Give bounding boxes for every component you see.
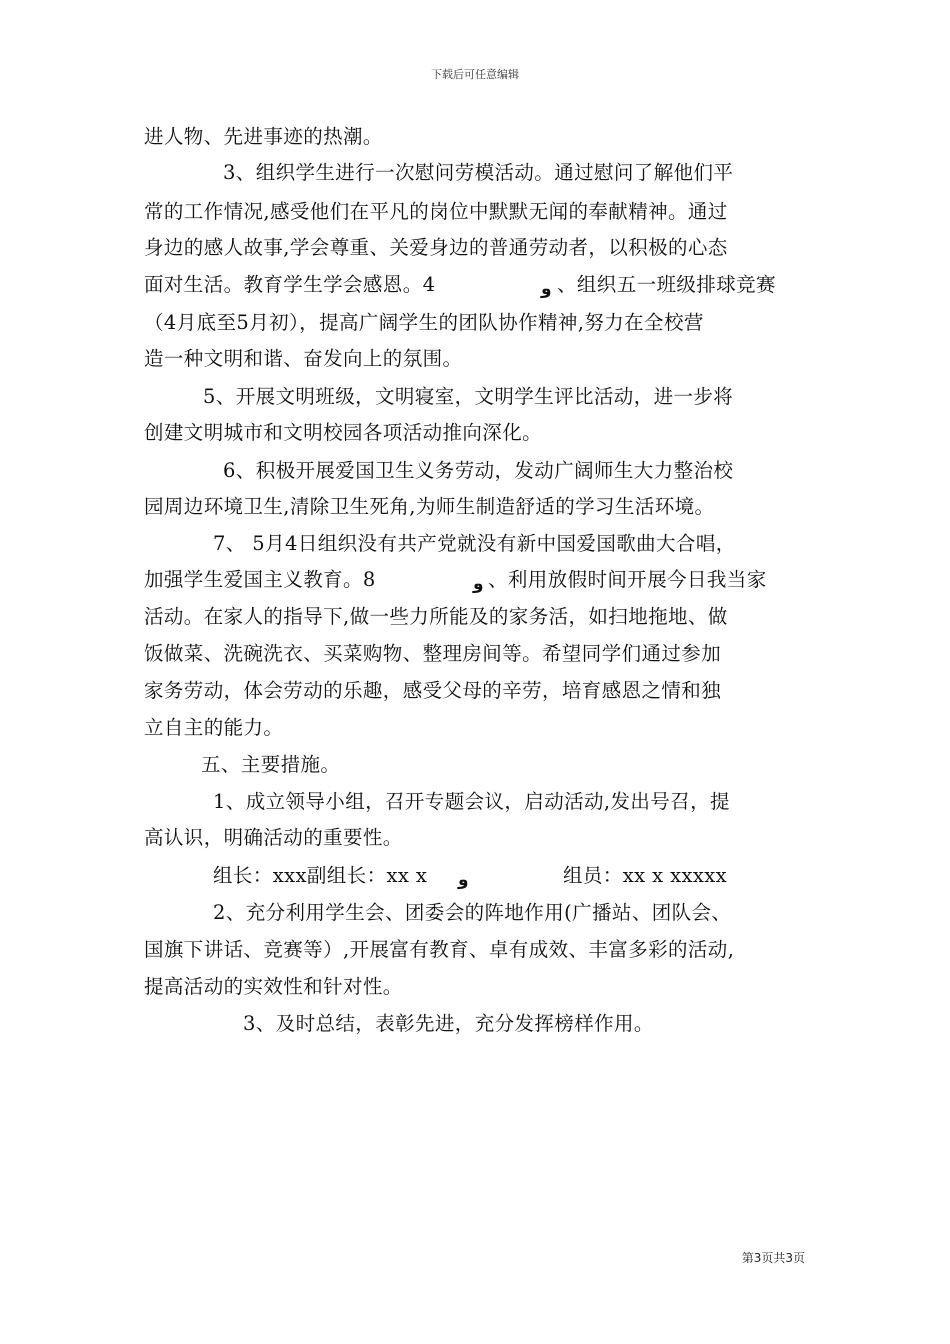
text-line: 身边的感人故事,学会尊重、关爱身边的普通劳动者，以积极的心态: [144, 236, 728, 259]
text-line: 活动。在家人的指导下,做一些力所能及的家务活，如扫地拖地、做: [144, 605, 728, 628]
text-line: 3、及时总结，表彰先进，充分发挥榜样作用。: [243, 1012, 654, 1035]
text-line: 高认识，明确活动的重要性。: [144, 826, 403, 849]
text-line: 进人物、先进事迹的热潮。: [144, 125, 383, 148]
text-line: 园周边环境卫生,清除卫生死角,为师生制造舒适的学习生活环境。: [144, 495, 715, 518]
text-line: 提高活动的实效性和针对性。: [144, 975, 403, 998]
section-heading: 五、主要措施。: [201, 753, 341, 776]
text-line: 组长：xxx副组长：xx x: [213, 864, 428, 887]
page-number: 第3页共3页: [741, 1251, 805, 1265]
text-line: 3、组织学生进行一次慰问劳模活动。通过慰问了解他们平: [223, 161, 734, 184]
text-line: 5、开展文明班级，文明寝室，文明学生评比活动，进一步将: [203, 385, 734, 408]
text-line: 国旗下讲话、竞赛等）,开展富有教育、卓有成效、丰富多彩的活动,: [144, 938, 735, 961]
text-line: 常的工作情况,感受他们在平凡的岗位中默默无闻的奉献精神。通过: [144, 200, 728, 223]
text-line: 面对生活。教育学生学会感恩。4: [144, 273, 436, 296]
text-line: 6、积极开展爱国卫生义务劳动，发动广阔师生大力整治校: [223, 459, 734, 482]
text-line: 创建文明城市和文明校园各项活动推向深化。: [144, 421, 543, 444]
text-line: 饭做菜、洗碗洗衣、买菜购物、整理房间等。希望同学们通过参加: [144, 642, 722, 665]
text-line: 2、充分利用学生会、团委会的阵地作用(广播站、团队会、: [213, 901, 732, 924]
text-line: 7、 5月4日组织没有共产党就没有新中国爱国歌曲大合唱，: [213, 532, 736, 555]
text-line: 加强学生爱国主义教育。8: [144, 568, 376, 591]
list-marker: و: [541, 279, 552, 299]
list-marker: و: [473, 574, 484, 594]
text-line: 1、成立领导小组，召开专题会议，启动活动,发出号召，提: [213, 790, 730, 813]
page-header: 下载后可任意编辑: [431, 68, 519, 81]
text-line: （4月底至5月初），提高广阔学生的团队协作精神,努力在全校营: [144, 311, 704, 334]
text-line: 家务劳动，体会劳动的乐趣，感受父母的辛劳，培育感恩之情和独: [144, 679, 722, 702]
text-line: 、组织五一班级排球竞赛: [557, 273, 776, 296]
list-marker: و: [458, 870, 469, 890]
text-line: 造一种文明和谐、奋发向上的氛围。: [144, 347, 463, 370]
text-line: 组员：xx x xxxxx: [563, 864, 728, 887]
text-line: 、利用放假时间开展今日我当家: [488, 568, 767, 591]
text-line: 立自主的能力。: [144, 716, 284, 739]
